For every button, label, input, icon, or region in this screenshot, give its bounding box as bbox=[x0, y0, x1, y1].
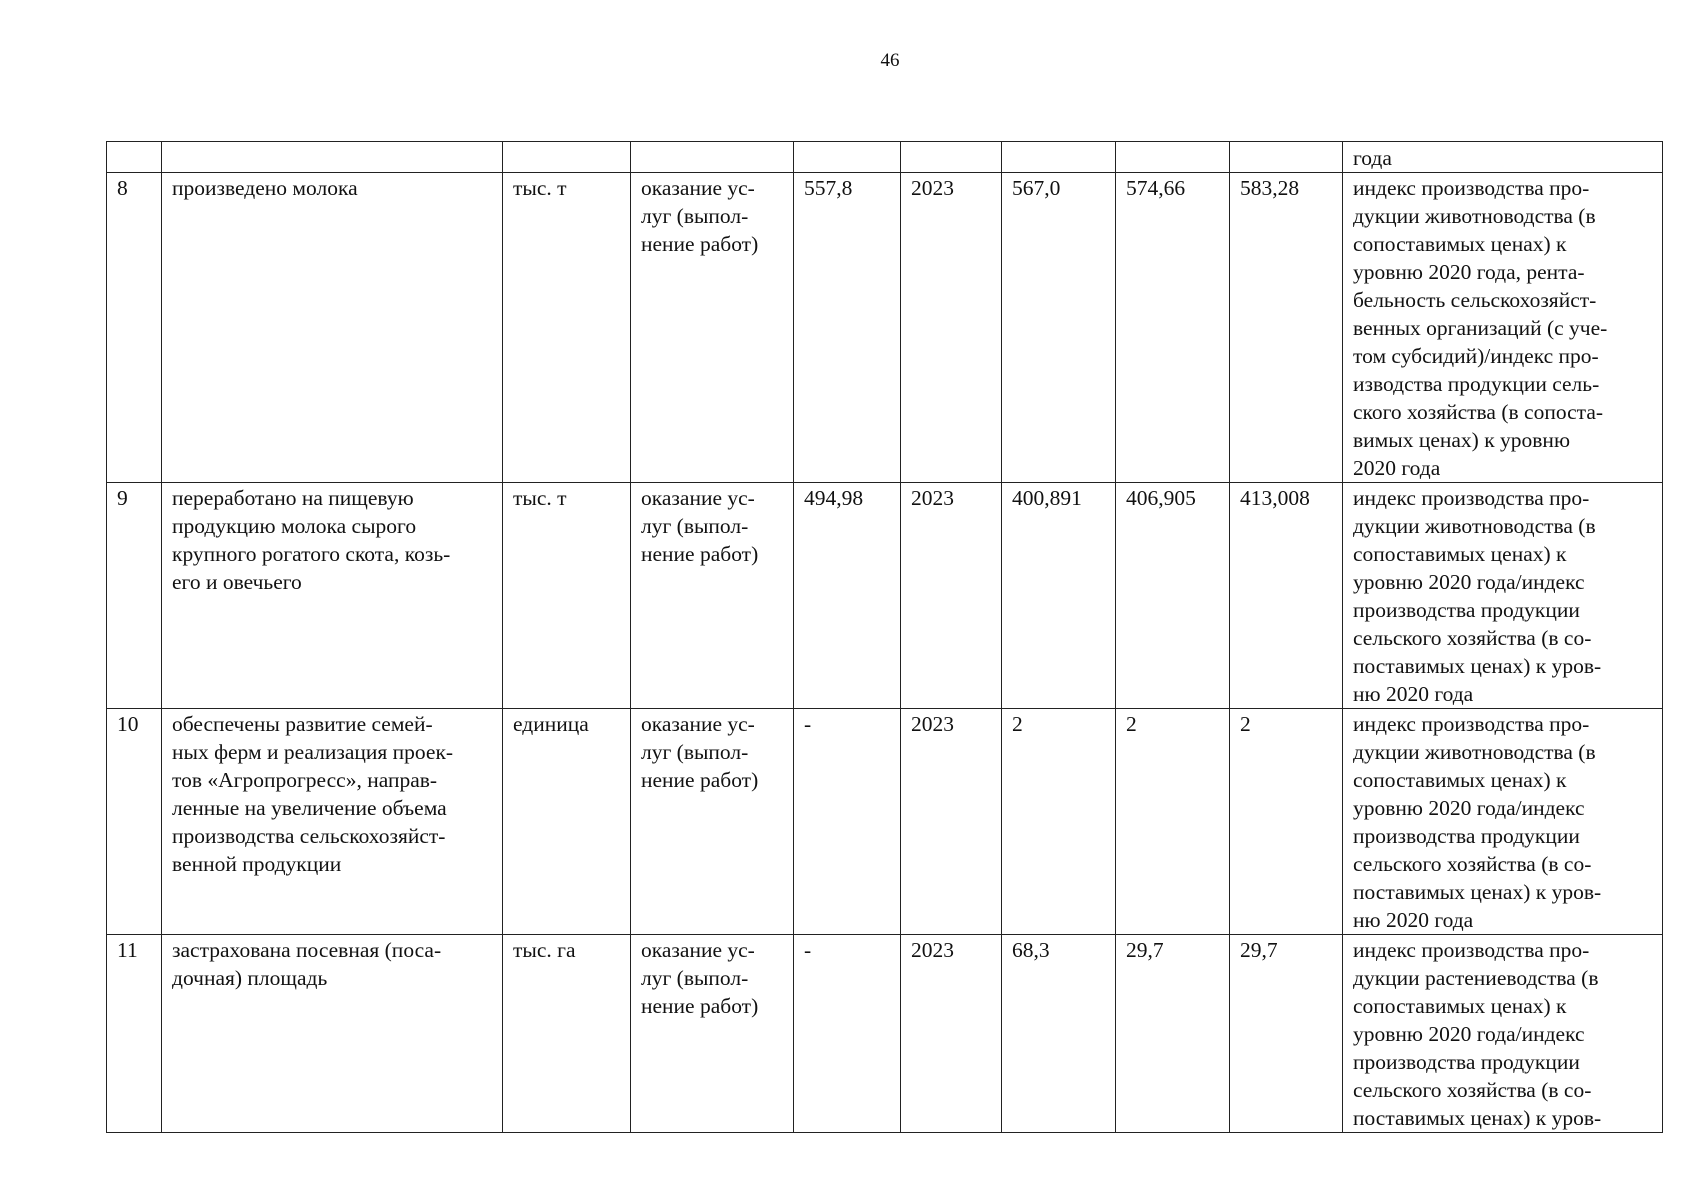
unit: тыс. га bbox=[503, 935, 631, 1133]
value-year-1: 68,3 bbox=[1002, 935, 1116, 1133]
unit: единица bbox=[503, 709, 631, 935]
value-year-1: 400,891 bbox=[1002, 483, 1116, 709]
base-year: 2023 bbox=[901, 483, 1002, 709]
result-name: застрахована посевная (поса- дочная) площадь bbox=[162, 935, 503, 1133]
linked-indicator: индекс производства про- дукции растениеводства (в сопоставимых ценах) к уровню 2020 года/индекс производства продукции сельского хозяйства (в со- поставимых ценах) к уров- bbox=[1343, 935, 1663, 1133]
row-number: 11 bbox=[107, 935, 162, 1133]
table-row bbox=[107, 483, 1663, 709]
result-type: оказание ус- луг (выпол- нение работ) bbox=[631, 935, 794, 1133]
value-year-3: 2 bbox=[1230, 709, 1343, 935]
base-year: 2023 bbox=[901, 173, 1002, 483]
page-number: 46 bbox=[880, 50, 900, 71]
row-number: 10 bbox=[107, 709, 162, 935]
result-type: оказание ус- луг (выпол- нение работ) bbox=[631, 173, 794, 483]
table-cell bbox=[794, 142, 901, 173]
result-name: произведено молока bbox=[162, 173, 503, 483]
table-cell bbox=[107, 142, 162, 173]
base-year: 2023 bbox=[901, 935, 1002, 1133]
linked-indicator: индекс производства про- дукции животноводства (в сопоставимых ценах) к уровню 2020 года/индекс производства продукции сельского хозяйства (в со- поставимых ценах) к уров- ню 2020 года bbox=[1343, 483, 1663, 709]
row-number: 9 bbox=[107, 483, 162, 709]
table-cell bbox=[162, 142, 503, 173]
base-value: 557,8 bbox=[794, 173, 901, 483]
result-name: обеспечены развитие семей- ных ферм и реализация проек- тов «Агропрогресс», направ- ленные на увеличение объема производства сельскохозяйст- венной продукции bbox=[162, 709, 503, 935]
table-cell bbox=[1116, 142, 1230, 173]
linked-indicator: индекс производства про- дукции животноводства (в сопоставимых ценах) к уровню 2020 года, рента- бельность сельскохозяйст- венных организаций (с уче- том субсидий)/индекс про- изводства продукции сель- ского хозяйства (в сопоста- вимых ценах) к уровню 2020 года bbox=[1343, 173, 1663, 483]
table-row bbox=[107, 173, 1663, 483]
table-cell: года bbox=[1343, 142, 1663, 173]
table-row-continuation bbox=[107, 142, 1663, 173]
value-year-3: 413,008 bbox=[1230, 483, 1343, 709]
base-value: - bbox=[794, 935, 901, 1133]
linked-indicator: индекс производства про- дукции животноводства (в сопоставимых ценах) к уровню 2020 года/индекс производства продукции сельского хозяйства (в со- поставимых ценах) к уров- ню 2020 года bbox=[1343, 709, 1663, 935]
table-cell bbox=[1230, 142, 1343, 173]
base-value: - bbox=[794, 709, 901, 935]
value-year-2: 406,905 bbox=[1116, 483, 1230, 709]
table-cell bbox=[1002, 142, 1116, 173]
value-year-2: 29,7 bbox=[1116, 935, 1230, 1133]
result-name: переработано на пищевую продукцию молока сырого крупного рогатого скота, козь- его и овечьего bbox=[162, 483, 503, 709]
table-cell bbox=[901, 142, 1002, 173]
value-year-3: 583,28 bbox=[1230, 173, 1343, 483]
result-type: оказание ус- луг (выпол- нение работ) bbox=[631, 709, 794, 935]
result-type: оказание ус- луг (выпол- нение работ) bbox=[631, 483, 794, 709]
value-year-3: 29,7 bbox=[1230, 935, 1343, 1133]
value-year-1: 2 bbox=[1002, 709, 1116, 935]
table-cell bbox=[503, 142, 631, 173]
value-year-2: 2 bbox=[1116, 709, 1230, 935]
base-year: 2023 bbox=[901, 709, 1002, 935]
value-year-2: 574,66 bbox=[1116, 173, 1230, 483]
table-row bbox=[107, 709, 1663, 935]
indicators-table bbox=[106, 141, 1663, 1133]
table-cell bbox=[631, 142, 794, 173]
table-row bbox=[107, 935, 1663, 1133]
row-number: 8 bbox=[107, 173, 162, 483]
unit: тыс. т bbox=[503, 173, 631, 483]
value-year-1: 567,0 bbox=[1002, 173, 1116, 483]
base-value: 494,98 bbox=[794, 483, 901, 709]
unit: тыс. т bbox=[503, 483, 631, 709]
